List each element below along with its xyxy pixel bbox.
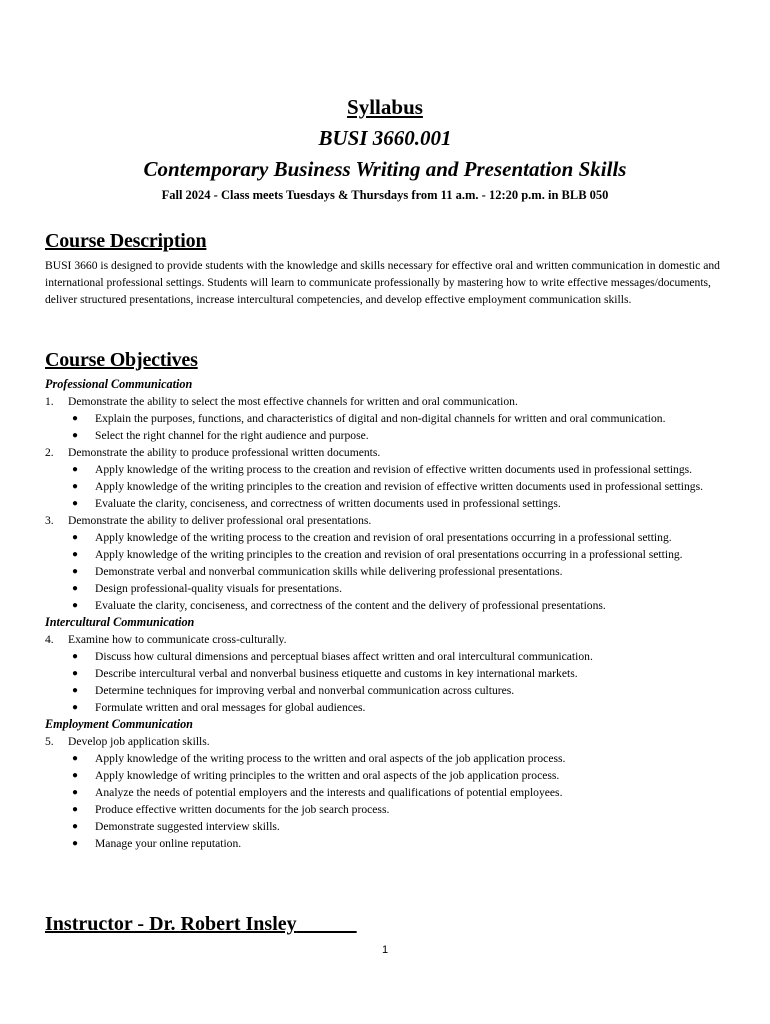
bullet-text: Describe intercultural verbal and nonverbal business etiquette and customs in key international markets. xyxy=(95,667,578,680)
bullet-icon: ● xyxy=(72,549,79,560)
objective-bullet xyxy=(45,801,735,818)
course-name: Contemporary Business Writing and Presentation Skills xyxy=(143,157,627,181)
objective-bullet xyxy=(45,835,735,852)
bullet-text: Manage your online reputation. xyxy=(95,837,242,850)
objective-bullet xyxy=(45,699,735,716)
objective-group-title: Intercultural Communication xyxy=(45,615,195,629)
bullet-icon: ● xyxy=(72,600,79,611)
bullet-icon: ● xyxy=(72,702,79,713)
objective-group-title: Professional Communication xyxy=(45,377,193,391)
objective-bullet xyxy=(45,648,735,665)
objective-bullet xyxy=(45,767,735,784)
course-objectives-heading: Course Objectives xyxy=(45,349,198,371)
bullet-text: Apply knowledge of the writing process to the written and oral aspects of the job application process. xyxy=(95,752,566,765)
bullet-icon: ● xyxy=(72,464,79,475)
objective-item xyxy=(45,512,735,529)
objective-text: Demonstrate the ability to deliver professional oral presentations. xyxy=(68,514,372,527)
bullet-text: Apply knowledge of the writing principles to the creation and revision of oral presentations occurring in a professional setting. xyxy=(95,548,683,561)
bullet-text: Evaluate the clarity, conciseness, and correctness of the content and the delivery of professional presentations. xyxy=(95,599,606,612)
heading-underline-fill xyxy=(297,913,357,935)
page-title: Syllabus xyxy=(347,95,423,119)
bullet-text: Demonstrate suggested interview skills. xyxy=(95,820,280,833)
objective-text: Develop job application skills. xyxy=(68,735,210,748)
bullet-icon: ● xyxy=(72,566,79,577)
objective-bullet xyxy=(45,597,735,614)
bullet-icon: ● xyxy=(72,838,79,849)
bullet-text: Evaluate the clarity, conciseness, and correctness of written documents used in professional settings. xyxy=(95,497,561,510)
objective-number: 4. xyxy=(45,633,54,646)
course-schedule: Fall 2024 - Class meets Tuesdays & Thursdays from 11 a.m. - 12:20 p.m. in BLB 050 xyxy=(161,188,609,202)
course-description-text: BUSI 3660 is designed to provide students with the knowledge and skills necessary for effective oral and written communication in domestic and international professional settings. Students will learn to communicate professionally by mastering how to write effective messages/documents, deliver structured presentations, increase intercultural competencies, and develop effective employment communication skills. xyxy=(45,259,720,306)
objective-item xyxy=(45,733,735,750)
objective-bullet xyxy=(45,563,735,580)
objective-text: Demonstrate the ability to produce professional written documents. xyxy=(68,446,381,459)
objective-number: 5. xyxy=(45,735,54,748)
objective-text: Examine how to communicate cross-culturally. xyxy=(68,633,287,646)
objective-bullet xyxy=(45,410,735,427)
bullet-icon: ● xyxy=(72,498,79,509)
course-objectives-list xyxy=(45,376,735,852)
objective-bullet xyxy=(45,478,735,495)
bullet-icon: ● xyxy=(72,583,79,594)
objective-bullet xyxy=(45,784,735,801)
objective-bullet xyxy=(45,750,735,767)
course-description-heading: Course Description xyxy=(45,230,207,252)
bullet-text: Produce effective written documents for the job search process. xyxy=(95,803,390,816)
objective-item xyxy=(45,393,735,410)
instructor-heading xyxy=(45,913,357,936)
bullet-text: Explain the purposes, functions, and characteristics of digital and non-digital channels for written and oral communication. xyxy=(95,412,666,425)
objective-text: Demonstrate the ability to select the most effective channels for written and oral communication. xyxy=(68,395,518,408)
objective-bullet xyxy=(45,682,735,699)
bullet-text: Analyze the needs of potential employers and the interests and qualifications of potential employees. xyxy=(95,786,563,799)
bullet-icon: ● xyxy=(72,481,79,492)
bullet-text: Apply knowledge of the writing process to the creation and revision of oral presentations occurring in a professional setting. xyxy=(95,531,672,544)
bullet-icon: ● xyxy=(72,413,79,424)
bullet-icon: ● xyxy=(72,787,79,798)
bullet-icon: ● xyxy=(72,804,79,815)
bullet-text: Apply knowledge of writing principles to the written and oral aspects of the job application process. xyxy=(95,769,560,782)
bullet-icon: ● xyxy=(72,685,79,696)
objective-item xyxy=(45,444,735,461)
objective-bullet xyxy=(45,546,735,563)
bullet-text: Discuss how cultural dimensions and perceptual biases affect written and oral intercultural communication. xyxy=(95,650,593,663)
bullet-icon: ● xyxy=(72,821,79,832)
objective-bullet xyxy=(45,495,735,512)
bullet-icon: ● xyxy=(72,651,79,662)
course-code: BUSI 3660.001 xyxy=(318,126,452,150)
objective-bullet xyxy=(45,529,735,546)
page-number: 1 xyxy=(381,944,389,956)
instructor-name: Instructor - Dr. Robert Insley xyxy=(45,913,297,935)
bullet-text: Apply knowledge of the writing process to the creation and revision of effective written documents used in professional settings. xyxy=(95,463,693,476)
bullet-text: Select the right channel for the right audience and purpose. xyxy=(95,429,369,442)
objective-number: 3. xyxy=(45,514,54,527)
objective-bullet xyxy=(45,461,735,478)
objective-group-title: Employment Communication xyxy=(45,717,193,731)
bullet-icon: ● xyxy=(72,532,79,543)
bullet-icon: ● xyxy=(72,753,79,764)
objective-bullet xyxy=(45,580,735,597)
bullet-text: Demonstrate verbal and nonverbal communication skills while delivering professional presentations. xyxy=(95,565,563,578)
bullet-icon: ● xyxy=(72,430,79,441)
objective-number: 2. xyxy=(45,446,54,459)
objective-bullet xyxy=(45,665,735,682)
objective-number: 1. xyxy=(45,395,54,408)
bullet-text: Design professional-quality visuals for presentations. xyxy=(95,582,342,595)
bullet-text: Formulate written and oral messages for global audiences. xyxy=(95,701,366,714)
objective-bullet xyxy=(45,427,735,444)
bullet-icon: ● xyxy=(72,668,79,679)
objective-bullet xyxy=(45,818,735,835)
bullet-text: Determine techniques for improving verbal and nonverbal communication across cultures. xyxy=(95,684,515,697)
bullet-icon: ● xyxy=(72,770,79,781)
objective-item xyxy=(45,631,735,648)
bullet-text: Apply knowledge of the writing principles to the creation and revision of effective written documents used in professional settings. xyxy=(95,480,703,493)
